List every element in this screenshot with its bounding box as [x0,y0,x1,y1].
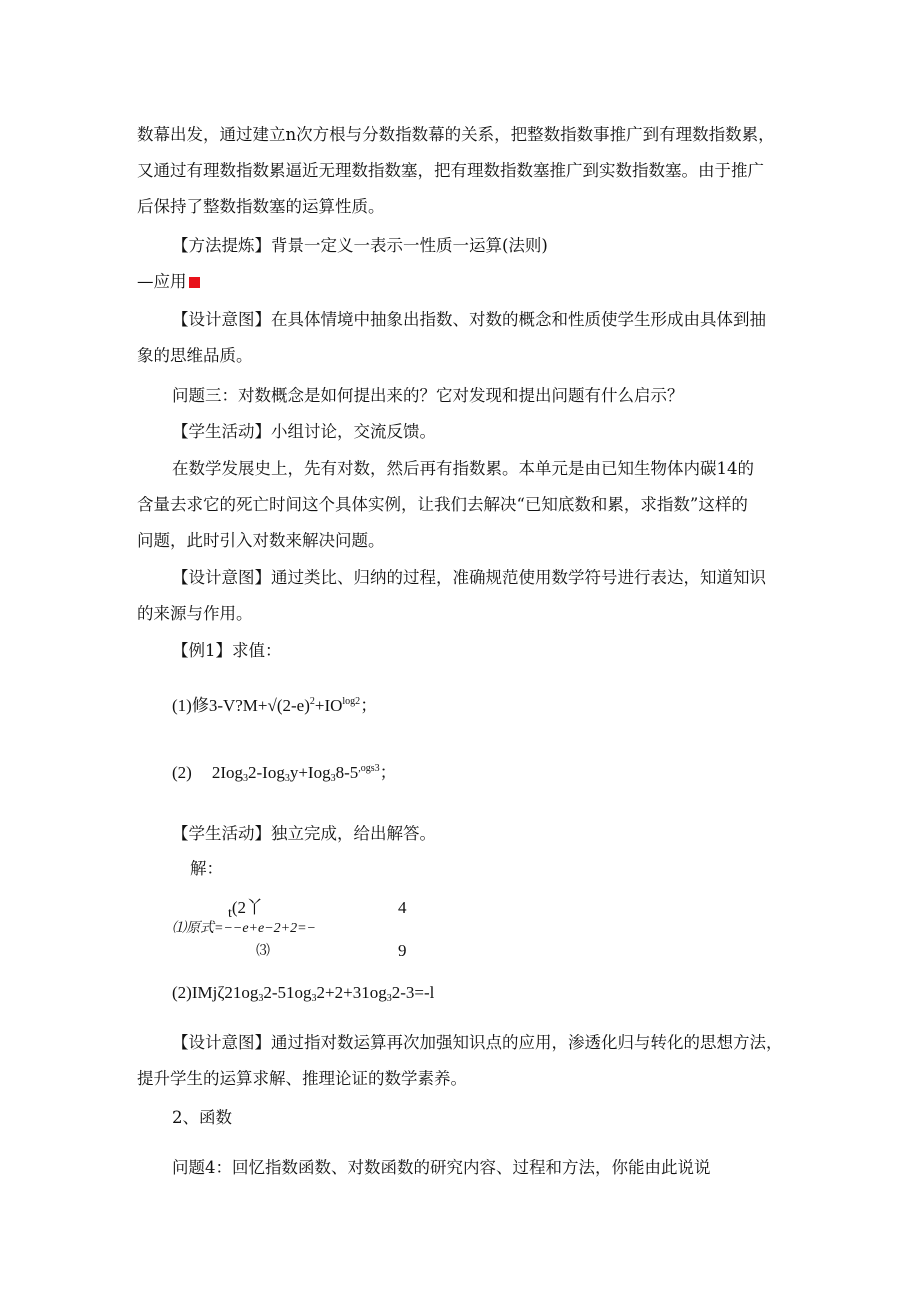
solution-1-top-right: 4 [398,898,407,917]
expr-part: t [228,906,232,921]
question-four: 问题4：回忆指数函数、对数函数的研究内容、过程和方法，你能由此说说 [172,1158,711,1177]
example-2-expression [172,758,397,790]
method-summary-continued [137,271,200,293]
design-intent-2: 【设计意图】通过类比、归纳的过程，准确规范使用数学符号进行表达，知道知识 [172,568,766,587]
expr-superscript: ,ogs3 [358,763,380,774]
expr-superscript: 2 [309,696,315,707]
solution-2 [172,982,434,1010]
example-title: 【例1】求值： [172,641,282,660]
solution-1-bottom: ⑶ [256,944,270,959]
red-square-mark [189,277,200,288]
design-intent-3: 【设计意图】通过指对数运算再次加强知识点的应用，渗透化归与转化的思想方法， [172,1033,783,1052]
paragraph-line: 问题，此时引入对数来解决问题。 [137,531,385,550]
section-heading-functions: 2、函数 [172,1108,232,1127]
expr-part: ； [379,763,397,782]
expr-part: (1)修3-V?M+√(2-e) [172,696,310,715]
paragraph-line: 数幕出发，通过建立n次方根与分数指数幕的关系，把整数指数事推广到有理数指数累， [137,125,775,144]
paragraph-line: 又通过有理数指数累逼近无理数指数塞，把有理数指数塞推广到实数指数塞。由于推广 [137,161,764,180]
expr-subscript: 3 [243,773,248,784]
student-activity-2: 【学生活动】独立完成，给出解答。 [172,824,436,843]
expr-part: ； [360,696,378,715]
student-activity-1: 【学生活动】小组讨论，交流反馈。 [172,422,436,441]
expr-part: +IO [314,696,343,715]
expr-superscript: log2 [342,696,361,707]
expr-part: 2-Iog [248,763,285,782]
question-three: 问题三：对数概念是如何提出来的？它对发现和提出问题有什么启示？ [172,386,684,405]
paragraph-line: 后保持了整数指数塞的运算性质。 [137,197,385,216]
expr-part: y+Iog [289,763,331,782]
expr-part: 2-51og [263,983,312,1002]
method-summary-text: —应用 [137,272,187,291]
paragraph-line: 的来源与作用。 [137,604,253,623]
history-paragraph: 在数学发展史上，先有对数，然后再有指数累。本单元是由已知生物体内碳14的 [172,459,754,478]
method-summary: 【方法提炼】背景一定义一表示一性质一运算(法则) [172,236,548,255]
expr-part: (2丫 [231,898,264,917]
solution-1-main: ⑴原式=−−e+e−2+2=− [172,921,317,936]
design-intent-1: 【设计意图】在具体情境中抽象出指数、对数的概念和性质使学生形成由具体到抽 [172,310,766,329]
expr-part: 2-3=-l [391,983,435,1002]
expr-part: 2Iog [211,763,243,782]
expr-part: (2)IMjζ21og [172,983,259,1002]
expr-subscript: 3 [386,993,392,1004]
expr-part: 8-5 [335,763,359,782]
expr-subscript: 3 [330,773,336,784]
expr-subscript: 3 [284,773,290,784]
example-1-expression [172,691,377,717]
paragraph-line: 象的思维品质。 [137,346,253,365]
paragraph-line: 提升学生的运算求解、推理论证的数学素养。 [137,1069,467,1088]
expr-part: 2+2+31og [316,983,387,1002]
expr-part: (2) [172,763,192,782]
solution-1-bottom-right: 9 [398,941,407,960]
expr-subscript: 3 [258,993,264,1004]
paragraph-line: 含量去求它的死亡时间这个具体实例，让我们去解决“已知底数和累，求指数”这样的 [137,495,748,514]
expr-subscript: 3 [311,993,317,1004]
solution-label: 解： [190,859,223,878]
